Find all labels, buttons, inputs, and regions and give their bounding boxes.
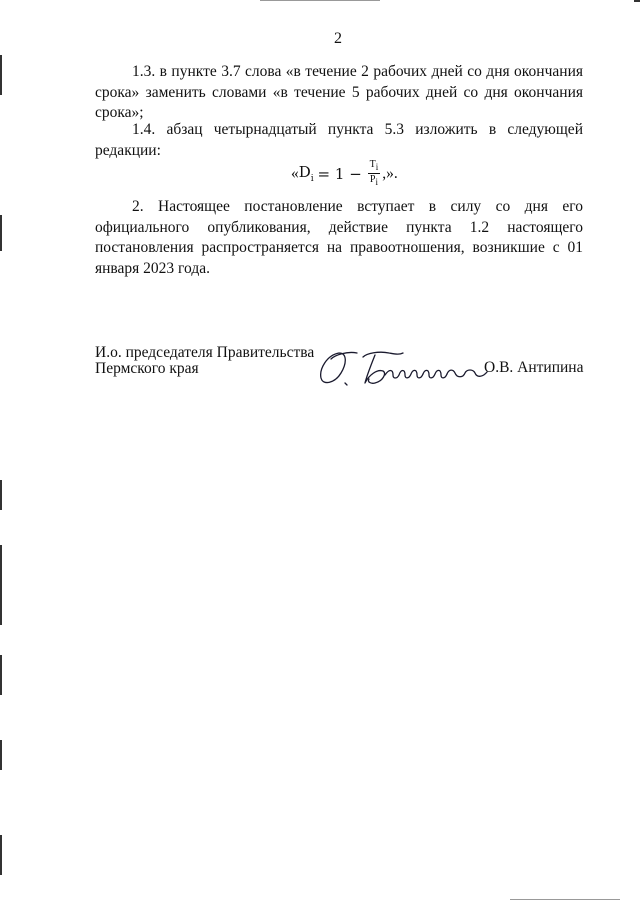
- signature-block: [95, 345, 595, 395]
- formula-equals-one-minus: = 1 −: [317, 164, 362, 183]
- formula-numerator: [368, 159, 381, 174]
- formula-lhs-subscript: i: [310, 174, 314, 184]
- formula-lhs: [299, 163, 314, 184]
- formula-close: ,».: [382, 164, 398, 182]
- formula: [291, 159, 398, 188]
- paragraph-1-3-text: 1.3. в пункте 3.7 слова «в течение 2 рабочих дней со дня окончания срока» заменить словами «в течение 5 рабочих дней со дня окончания срока»;: [95, 63, 583, 121]
- formula-open-quote: «: [291, 164, 299, 182]
- scan-edge-mark: [0, 835, 2, 875]
- scan-edge-mark: [0, 740, 2, 770]
- signatory-title-line-1: И.о. председателя Правительства: [95, 344, 315, 361]
- scan-edge-mark: [0, 55, 2, 95]
- scan-edge-mark: [0, 480, 2, 510]
- page-number: 2: [334, 30, 342, 47]
- paragraph-1-4: [95, 120, 583, 161]
- scan-edge-mark: [634, 0, 640, 2]
- formula-lhs-letter: D: [298, 163, 311, 181]
- formula-fraction: [368, 159, 381, 188]
- formula-numerator-letter: T: [369, 159, 376, 170]
- paragraph-1-3: [95, 62, 583, 124]
- paragraph-2-text: 2. Настоящее постановление вступает в силу со дня его официального опубликования, действие пункта 1.2 настоящего постановления распространяется на правоотношения, возникшие с 01 января 2023 года.: [95, 198, 583, 277]
- signatory-title-line-2: Пермского края: [95, 360, 199, 377]
- paragraph-1-4-text: 1.4. абзац четырнадцатый пункта 5.3 изложить в следующей редакции:: [95, 121, 583, 159]
- scan-edge-mark: [0, 545, 2, 625]
- signatory-name: О.В. Антипина: [484, 359, 584, 376]
- scan-edge-mark: [260, 0, 380, 1]
- scan-edge-mark: [0, 655, 2, 695]
- handwritten-signature: [317, 345, 492, 391]
- signatory-title: [95, 345, 314, 377]
- scan-edge-mark: [0, 215, 2, 251]
- formula-denominator: [368, 174, 380, 188]
- scan-edge-mark: [510, 899, 620, 900]
- formula-denominator-letter: P: [369, 174, 376, 185]
- paragraph-2: [95, 197, 583, 279]
- formula-denominator-subscript: i: [375, 177, 378, 187]
- formula-numerator-subscript: i: [375, 162, 379, 172]
